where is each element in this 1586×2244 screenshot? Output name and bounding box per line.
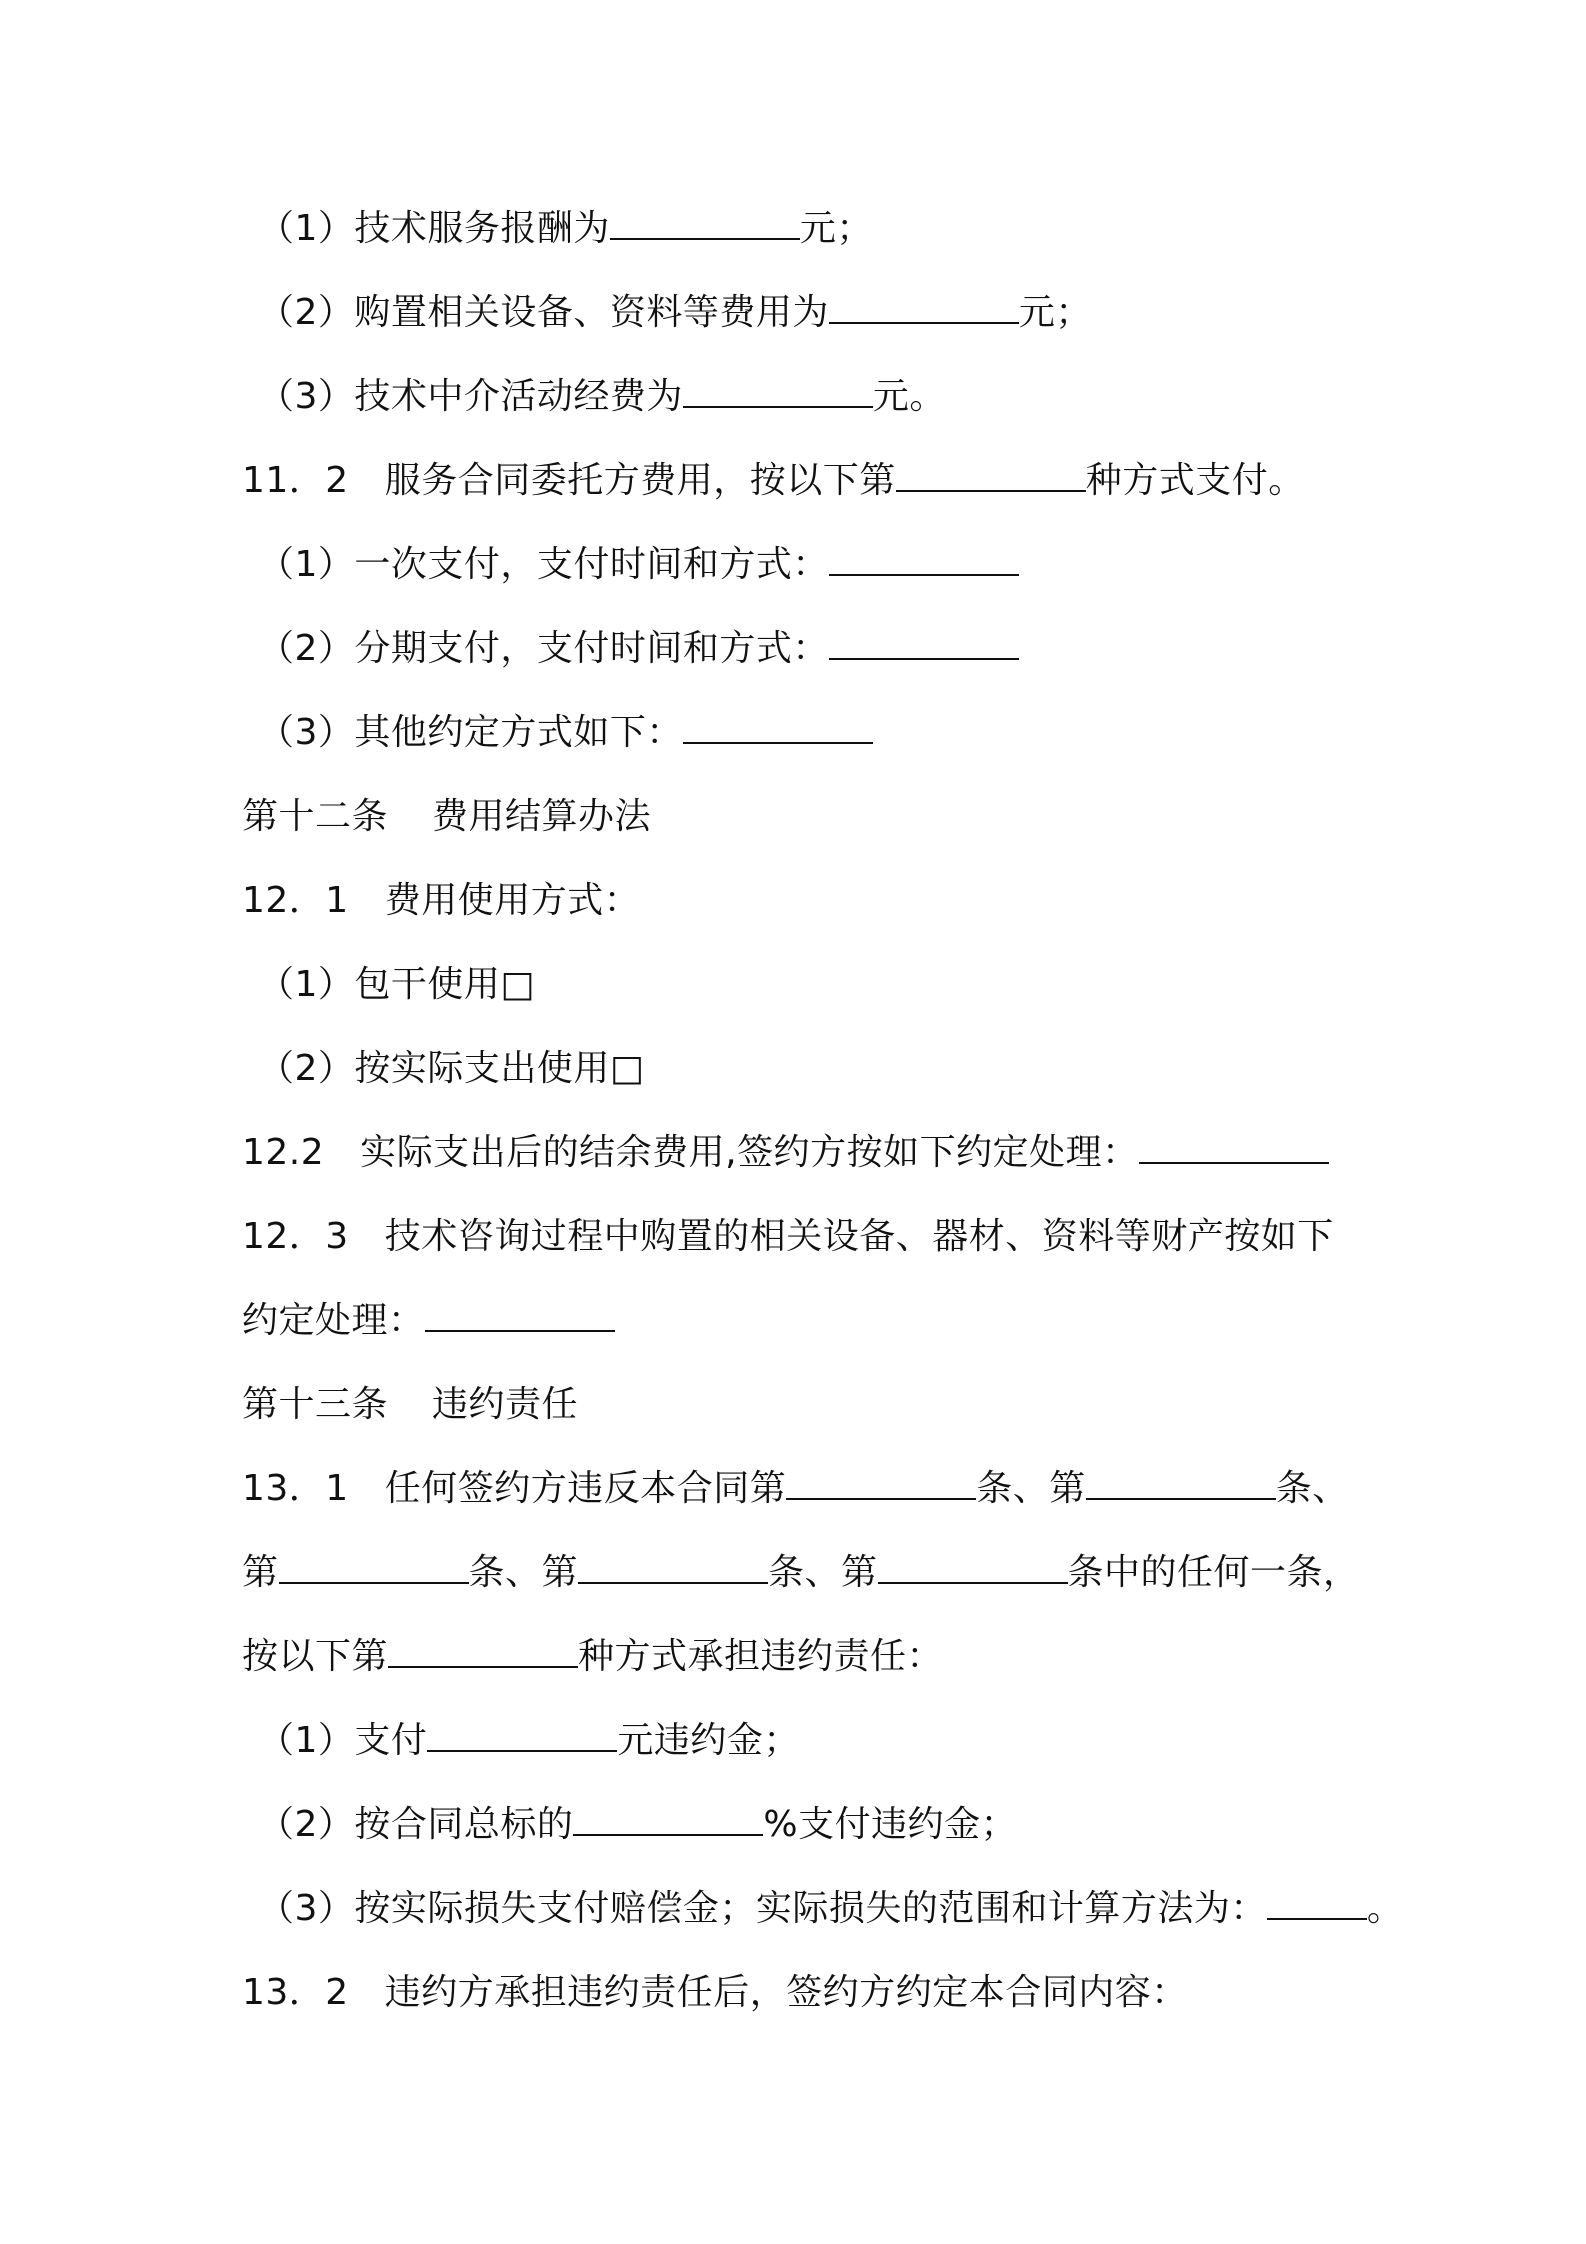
fee-item-1-unit: 元； xyxy=(799,208,873,249)
article-12-heading xyxy=(242,792,651,842)
clause-text: 按以下第 xyxy=(242,1636,389,1677)
blank-field[interactable] xyxy=(388,1632,578,1668)
clause-text: 技术咨询过程中购置的相关设备、器材、资料等财产按如下 xyxy=(384,1216,1334,1257)
usage-option-2 xyxy=(258,1044,644,1094)
article-title: 费用结算办法 xyxy=(432,796,652,837)
blank-field[interactable] xyxy=(578,1548,768,1584)
clause-text: 条、 xyxy=(1275,1468,1349,1509)
blank-field[interactable] xyxy=(1086,1464,1276,1500)
liability-option-3 xyxy=(258,1884,1403,1934)
clause-number: 11．2 xyxy=(242,460,349,501)
liability-option-1 xyxy=(258,1716,800,1766)
usage-option-2-label[interactable]: （2）按实际支出使用□ xyxy=(258,1048,645,1089)
payment-option-1-label: （1）一次支付，支付时间和方式： xyxy=(258,544,829,585)
blank-field[interactable] xyxy=(425,1296,615,1332)
clause-text: 种方式承担违约责任： xyxy=(578,1636,944,1677)
blank-field[interactable] xyxy=(1139,1128,1329,1164)
clause-number: 12.2 xyxy=(242,1132,325,1173)
payment-option-3-label: （3）其他约定方式如下： xyxy=(258,712,683,753)
clause-text: 违约方承担违约责任后，签约方约定本合同内容： xyxy=(384,1972,1188,2013)
fee-item-3-label: （3）技术中介活动经费为 xyxy=(258,376,683,417)
clause-text: 约定处理： xyxy=(242,1300,425,1341)
blank-field[interactable] xyxy=(427,1716,617,1752)
fee-item-1 xyxy=(258,204,873,254)
clause-text: 第 xyxy=(242,1552,279,1593)
clause-text: 条、第 xyxy=(976,1468,1086,1509)
blank-field[interactable] xyxy=(683,372,873,408)
liability-option-3-label: （3）按实际损失支付赔偿金；实际损失的范围和计算方法为： xyxy=(258,1888,1267,1929)
blank-field[interactable] xyxy=(829,288,1019,324)
clause-text: 条、第 xyxy=(768,1552,878,1593)
clause-12-3-continued xyxy=(242,1296,615,1346)
clause-12-2 xyxy=(242,1128,1329,1178)
clause-text: 费用使用方式： xyxy=(384,880,641,921)
blank-field[interactable] xyxy=(896,456,1086,492)
clause-text: 条中的任何一条， xyxy=(1067,1552,1360,1593)
blank-field[interactable] xyxy=(610,204,800,240)
clause-text: 实际支出后的结余费用,签约方按如下约定处理： xyxy=(360,1132,1139,1173)
clause-11-2 xyxy=(242,456,1305,506)
fee-item-1-label: （1）技术服务报酬为 xyxy=(258,208,610,249)
clause-12-1 xyxy=(242,876,640,926)
clause-text: 服务合同委托方费用，按以下第 xyxy=(384,460,896,501)
liability-option-1-unit: 元违约金； xyxy=(617,1720,800,1761)
blank-field[interactable] xyxy=(1267,1884,1367,1920)
usage-option-1-label[interactable]: （1）包干使用□ xyxy=(258,964,535,1005)
payment-option-2-label: （2）分期支付，支付时间和方式： xyxy=(258,628,829,669)
fee-item-2-label: （2）购置相关设备、资料等费用为 xyxy=(258,292,829,333)
fee-item-2 xyxy=(258,288,1092,338)
payment-option-3 xyxy=(258,708,873,758)
fee-item-3 xyxy=(258,372,946,422)
payment-option-1 xyxy=(258,540,1019,590)
clause-13-1 xyxy=(242,1464,1349,1514)
usage-option-1 xyxy=(258,960,535,1010)
fee-item-3-unit: 元。 xyxy=(872,376,946,417)
liability-option-2 xyxy=(258,1800,1017,1850)
clause-13-1-continued xyxy=(242,1548,1360,1598)
clause-number: 13．1 xyxy=(242,1468,349,1509)
blank-field[interactable] xyxy=(829,624,1019,660)
clause-number: 12．1 xyxy=(242,880,349,921)
blank-field[interactable] xyxy=(786,1464,976,1500)
clause-number: 12．3 xyxy=(242,1216,349,1257)
clause-text: 任何签约方违反本合同第 xyxy=(384,1468,787,1509)
article-title: 违约责任 xyxy=(432,1384,579,1425)
clause-number: 13．2 xyxy=(242,1972,349,2013)
liability-option-1-label: （1）支付 xyxy=(258,1720,428,1761)
blank-field[interactable] xyxy=(829,540,1019,576)
liability-option-2-unit: %支付违约金； xyxy=(763,1804,1018,1845)
clause-12-3 xyxy=(242,1212,1334,1262)
blank-field[interactable] xyxy=(279,1548,469,1584)
clause-13-2 xyxy=(242,1968,1188,2018)
article-number: 第十二条 xyxy=(242,796,389,837)
fee-item-2-unit: 元； xyxy=(1018,292,1092,333)
article-number: 第十三条 xyxy=(242,1384,389,1425)
blank-field[interactable] xyxy=(878,1548,1068,1584)
liability-option-3-end: 。 xyxy=(1366,1888,1404,1929)
payment-option-2 xyxy=(258,624,1019,674)
clause-text: 条、第 xyxy=(468,1552,579,1593)
article-13-heading xyxy=(242,1380,578,1430)
liability-option-2-label: （2）按合同总标的 xyxy=(258,1804,574,1845)
blank-field[interactable] xyxy=(573,1800,763,1836)
clause-13-1-continued-2 xyxy=(242,1632,943,1682)
blank-field[interactable] xyxy=(683,708,873,744)
clause-text-end: 种方式支付。 xyxy=(1085,460,1305,501)
